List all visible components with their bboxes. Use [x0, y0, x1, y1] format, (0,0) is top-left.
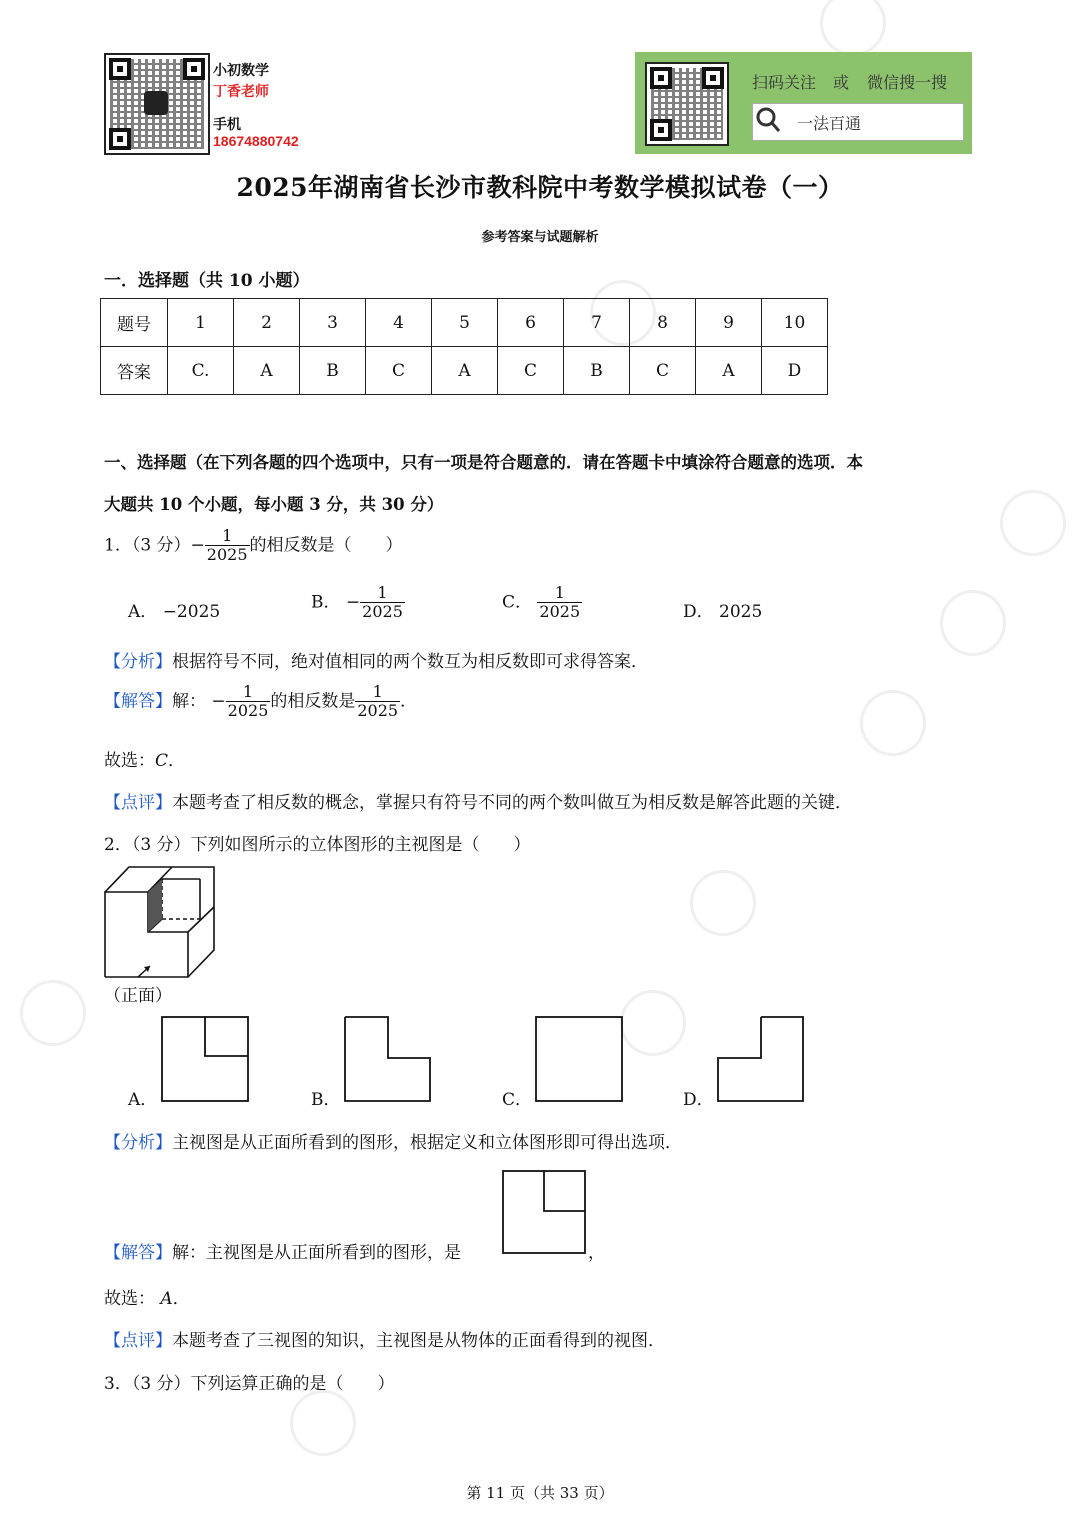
q2-solution: 【解答】解：主视图是从正面所看到的图形，是 [104, 1243, 461, 1263]
q2-analysis: 【分析】主视图是从正面所看到的图形，根据定义和立体图形即可得出选项． [104, 1133, 682, 1153]
table-cell: 4 [366, 299, 432, 347]
page-footer: 第 11 页（共 33 页） [466, 1484, 614, 1502]
contact-phone-label: 手机 [213, 116, 241, 132]
q1-stem: 1．（3 分）− $\frac{1}{2025}$ 的相反数是（ ） [104, 526, 403, 565]
table-cell: 3 [300, 299, 366, 347]
qr-code-right [645, 62, 729, 146]
section-instructions-line1: 一、选择题（在下列各题的四个选项中，只有一项是符合题意的．请在答题卡中填涂符合题意的选项．本 [104, 453, 863, 472]
q2-option-d-figure [717, 1016, 807, 1104]
qr-code-left [104, 53, 210, 155]
table-cell: 2 [234, 299, 300, 347]
table-head-cell: 题号 [101, 299, 168, 347]
q2-choice: 故选： A． [104, 1289, 190, 1309]
q1-analysis: 【分析】根据符号不同，绝对值相同的两个数互为相反数即可求得答案． [104, 652, 648, 672]
table-cell: 10 [762, 299, 828, 347]
watermark-logo [847, 677, 939, 769]
q1-option-d: D． 2025 [683, 602, 763, 622]
q2-solution-end: ， [588, 1243, 605, 1263]
q2-stem: 2．（3 分）下列如图所示的立体图形的主视图是（ ） [104, 835, 531, 855]
q2-solid-figure [100, 862, 225, 982]
table-row [101, 347, 828, 395]
table-cell: C [498, 347, 564, 395]
q2-comment: 【点评】本题考查了三视图的知识，主视图是从物体的正面看得到的视图． [104, 1331, 665, 1351]
table-cell: 9 [696, 299, 762, 347]
table-cell: 7 [564, 299, 630, 347]
section-instructions-line2: 大题共 10 个小题，每小题 3 分，共 30 分） [104, 495, 444, 514]
watermark-logo [7, 967, 99, 1059]
q2-option-b-figure [344, 1016, 434, 1104]
q2-option-c-label: C． [502, 1090, 533, 1110]
watermark-logo [987, 477, 1079, 569]
q1-option-a: A． −2025 [128, 602, 221, 622]
contact-phone-number: 18674880742 [213, 133, 299, 149]
section-heading: 一．选择题（共 10 小题） [104, 271, 310, 291]
table-cell: C [630, 347, 696, 395]
contact-teacher: 丁香老师 [213, 83, 269, 99]
promo-search-text: 一法百通 [797, 116, 862, 133]
q2-front-label: （正面） [104, 986, 172, 1006]
q1-option-c: C． $\frac{1}{2025}$ [502, 583, 581, 622]
table-cell: C. [168, 347, 234, 395]
page-title: 2025年湖南省长沙市教科院中考数学模拟试卷（一） [236, 173, 844, 202]
fraction: $\frac{1}{2025}$ [206, 526, 248, 565]
promo-or-text: 或 [833, 75, 850, 92]
promo-wechat-text: 微信搜一搜 [867, 75, 948, 92]
table-head-cell: 答案 [101, 347, 168, 395]
table-cell: 8 [630, 299, 696, 347]
answer-table [100, 298, 828, 395]
table-cell: B [300, 347, 366, 395]
q2-option-d-label: D． [683, 1090, 714, 1110]
contact-subject: 小初数学 [213, 62, 269, 78]
q2-option-a-label: A． [128, 1090, 158, 1110]
table-cell: A [696, 347, 762, 395]
watermark-logo [927, 577, 1019, 669]
table-row [101, 299, 828, 347]
table-cell: C [366, 347, 432, 395]
table-cell: D [762, 347, 828, 395]
search-icon [755, 106, 781, 134]
watermark-logo [677, 857, 769, 949]
q2-solution-figure [502, 1170, 588, 1256]
table-cell: B [564, 347, 630, 395]
q1-solution: 【解答】解： − $\frac{1}{2025}$ 的相反数是 $\frac{1}{2025}$ ． [104, 682, 418, 721]
table-cell: 6 [498, 299, 564, 347]
table-cell: 5 [432, 299, 498, 347]
q1-comment: 【点评】本题考查了相反数的概念，掌握只有符号不同的两个数叫做互为相反数是解答此题的关键． [104, 793, 852, 813]
q1-choice: 故选：C． [104, 751, 186, 771]
page-subtitle: 参考答案与试题解析 [481, 230, 599, 245]
table-cell: A [234, 347, 300, 395]
table-cell: A [432, 347, 498, 395]
q2-option-c-figure [535, 1016, 625, 1104]
q1-option-b: B． − $\frac{1}{2025}$ [311, 583, 403, 622]
q2-option-b-label: B． [311, 1090, 341, 1110]
q3-stem: 3．（3 分）下列运算正确的是（ ） [104, 1374, 395, 1394]
promo-scan-text: 扫码关注 [752, 75, 817, 92]
table-cell: 1 [168, 299, 234, 347]
q2-option-a-figure [161, 1016, 251, 1104]
